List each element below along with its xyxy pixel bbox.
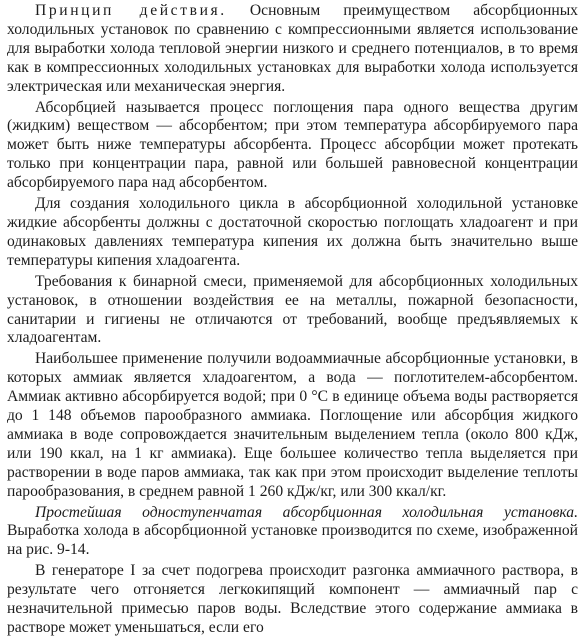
paragraph-binary-mixture (7, 273, 578, 349)
paragraph-text: Наибольшее применение получили водоаммиачные абсорбционные установки, в которых аммиак является хладоагентом, а вода — поглотителем-абсорбентом. Аммиак активно абсорбируется водой; при 0 °С в единице объема воды растворяется до 1 148 объемов парообразного аммиака. Поглощение или абсорбция жидкого аммиака в воде сопровождается значительным выделением тепла (около 800 кДж, или 190 ккал, на 1 кг аммиака). Еще большее количество тепла выделяется при растворении в воде паров аммиака, так как при этом происходит выделение теплоты парообразования, в среднем равной 1 260 кДж/кг, или 300 ккал/кг. (7, 350, 578, 500)
paragraph-principle (7, 2, 578, 97)
section-heading-single-stage: Простейшая одноступенчатая абсорбционная холодильная установка. (35, 503, 578, 521)
paragraph-ammonia-water (7, 350, 578, 501)
paragraph-text: Требования к бинарной смеси, применяемой для абсорбционных холодильных установок, в отношении воздействия ее на металлы, пожарной безопасности, санитарии и гигиены не отличаются от требований, вообще предъявляемых к хладоагентам. (7, 272, 578, 347)
paragraph-text: Абсорбцией называется процесс поглощения пара одного вещества другим (жидким) веществом — абсорбентом; при этом температура абсорбируемого пара может быть ниже температуры абсорбента. Процесс абсорбции может протекать только при концентрации пара, равной или большей равновесной концентрации абсорбируемого пара над абсорбентом. (7, 98, 578, 192)
paragraph-text: Основным преимуществом абсорбционных холодильных установок по сравнению с компрессионными является использование для выработки холода тепловой энергии низкого и среднего потенциалов, в то время как в компрессионных холодильных установках для выработки холода используется электрическая или механическая энергия. (7, 2, 578, 95)
section-heading-principle: Принцип действия. (35, 2, 227, 19)
paragraph-text: В генераторе I за счет подогрева происходит разгонка аммиачного раствора, в результате чего отгоняется легкокипящий компонент — аммиачный пар с незначительной примесью паров воды. Вследствие этого содержание аммиака в растворе может уменьшаться, если его (7, 562, 578, 636)
paragraph-text: Для создания холодильного цикла в абсорбционной холодильной установке жидкие абсорбенты должны с достаточной скоростью поглощать хладоагент и при одинаковых давлениях температура кипения их должна быть значительно выше температуры кипения хладоагента. (7, 195, 578, 269)
paragraph-generator (7, 562, 578, 638)
paragraph-single-stage (7, 504, 578, 561)
paragraph-absorption-definition (7, 99, 578, 194)
paragraph-refrigeration-cycle (7, 195, 578, 271)
paragraph-text: Выработка холода в абсорбционной установке производится по схеме, изображенной на рис. 9-14. (7, 522, 578, 559)
